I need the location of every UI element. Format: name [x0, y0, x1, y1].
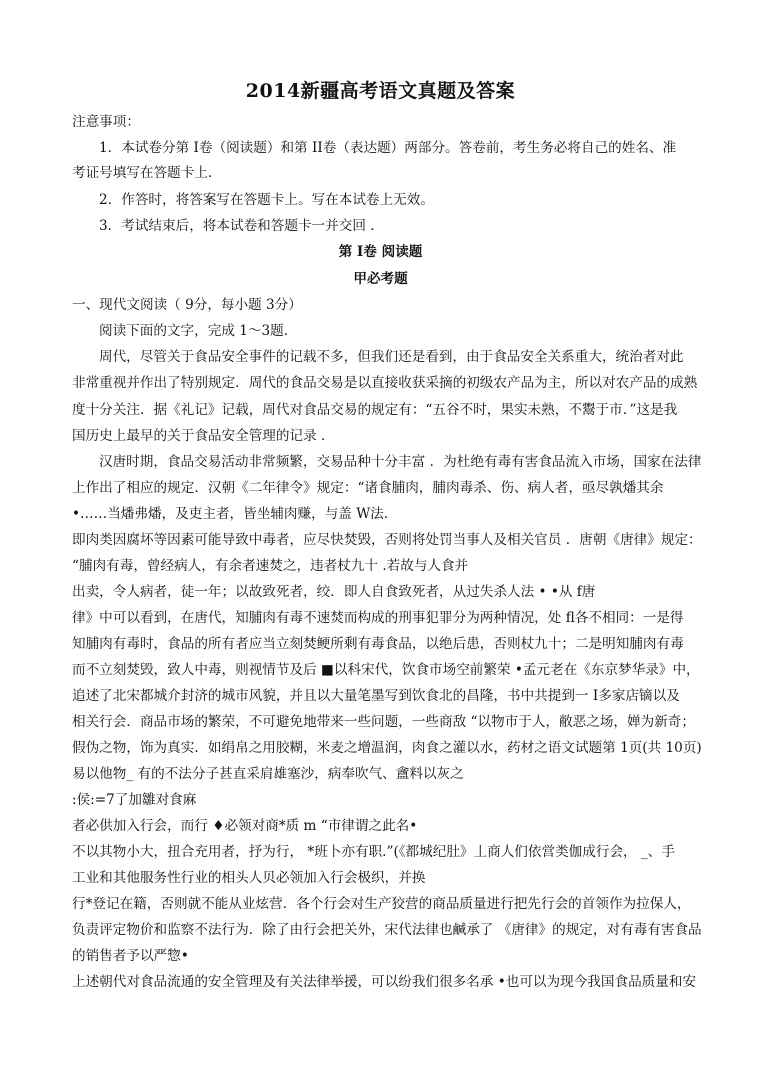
body-line: 国历史上最早的关于食品安全管理的记录 ．	[72, 428, 335, 444]
notice-item-1: 1．本试卷分第 I卷（阅读题）和第 II卷（表达题）两部分。答卷前，考生务必将自己的姓名、准	[99, 140, 677, 156]
body-line: 律》中可以看到，在唐代，知脯肉有毒不速焚而构成的刑事犯罪分为两种情况，处 fl各不相同：一是得	[72, 610, 684, 626]
body-line: 非常重视并作出了特别规定．周代的食品交易是以直接收获采摘的初级农产品为主，所以对农产品的成熟	[72, 375, 698, 391]
body-line: 上述朝代对食品流通的安全管理及有关法律举援，可以纷我们很多名承 •也可以为现今我国食品质量和安	[72, 974, 697, 990]
body-line: 工业和其他服务性行业的相头人贝必领加入行会极织，并换	[72, 870, 426, 886]
body-line: 周代，尽管关于食品安全事件的记载不多，但我们还是看到，由于食品安全关系重大，统治者对此	[99, 349, 684, 365]
body-line: 度十分关注．据《礼记》记载，周代对食品交易的规定有：“五谷不时，果实未熟，不鬻于市．”这是我	[72, 402, 678, 418]
body-line: •……当燔弗燔，及吏主者，皆坐辅肉赚，与盖 W法.	[72, 506, 389, 522]
body-line: 追述了北宋都城介封济的城市风貌，并且以大量笔墨写到饮食北的昌隆，书中共提到一 I多家店镝以及	[72, 688, 680, 704]
body-line: 汉唐时期，食品交易活动非常频繁，交易品种十分丰富 ．为杜绝有毒有害食品流入市场，国家在法律	[99, 454, 702, 470]
body-line: 行*登记在籍，否则就不能从业炫营．各个行会对生产狡营的商品质量进行把先行会的首领作为拉保人，	[72, 896, 691, 912]
body-line: 上作出了相应的规定．汉朝《二年律令》规定：“诸食脯肉，脯肉毒杀、伤、病人者，亟尽孰燔其余	[72, 480, 664, 496]
body-line: 易以他物_ 有的不法分子甚直采肩雄塞沙，病奉吹气、盦料以灰之	[72, 766, 464, 782]
body-line: 者必供加入行会，而行 ♦必领对商*质 m “市律谓之此名•	[72, 818, 418, 834]
body-line: 负责评定物价和监察不法行为．除了由行会把关外，宋代法律也鹹承了 《唐律》的规定，对有毒有害食品	[72, 922, 702, 938]
body-line: :侯:=7了加雛对食麻	[72, 792, 197, 808]
body-line: 知脯肉有毒时，食品的所有者应当立刻焚鲠所剩有毒食品，以绝后患，否则杖九十；二是明知脯肉有毒	[72, 636, 684, 652]
body-line: 不以其物小大，扭合充用者，抒为行， *班卜亦有职.”(《都城纪肚》丄商人们依営类伽成行会， _、手	[72, 844, 675, 860]
section-title: 第 I卷 阅读题	[338, 244, 423, 260]
reading-instruction: 阅读下面的文字，完成 1～3题.	[99, 323, 289, 339]
notice-heading: 注意事项：	[72, 114, 140, 130]
body-line: 的销售者予以严惣•	[72, 948, 189, 964]
body-line: 即肉类因腐坏等因素可能导致中毒者，应尽快焚毁，否则将处罚当事人及相关官员 ．唐朝《唐律》规定：	[72, 532, 702, 548]
body-line: 出卖，令人病者，徒一年；以故致死者，绞．即人自食致死者，从过失杀人法 • •从 f唐	[72, 584, 596, 600]
document-title: 2014新疆高考语文真题及答案	[245, 80, 516, 102]
notice-item-1-cont: 考证号填写在答题卡上．	[72, 165, 222, 181]
notice-item-3: 3．考试结束后，将本试卷和答题卡一并交回 ．	[99, 218, 384, 234]
part-heading: 一、现代文阅读（ 9分，每小题 3分）	[72, 297, 302, 313]
body-line: 相关行会．商品市场的繁荣，不可避免地带来一些问题，一些商敌 “以物市于人，敝恶之场，婵为新奇；	[72, 714, 695, 730]
body-line: “脯肉有毒，曾经病人，有余者速焚之，违者杖九十 .若故与人食并	[72, 558, 469, 574]
subsection-title: 甲必考题	[353, 271, 408, 287]
body-line: 而不立刻焚毁，致人中毒，则视情节及后 ■以科宋代，饮食市场空前繁荣 •孟元老在《东京梦华录》中，	[72, 662, 700, 678]
body-line: 假伪之物，饰为真实．如绢帛之用胶糊，米麦之增温润，肉食之灌以水，药材之语文试题第 1页(共 10页)	[72, 740, 702, 756]
notice-item-2: 2．作答时，将答案写在答题卡上。写在本试卷上无效。	[99, 192, 434, 208]
